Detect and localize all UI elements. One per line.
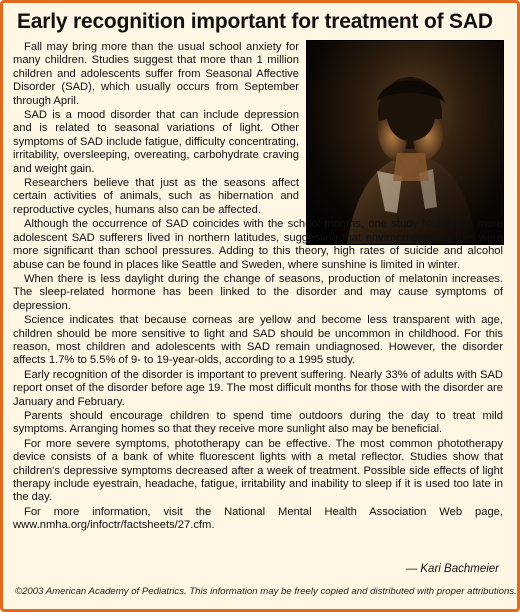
author-byline: — Kari Bachmeier [405,563,499,575]
paragraph-researchers: Researchers believe that just as the seasons affect certain activities of animals, such as hibernation and reproductive cycles, humans also can be affected. [13,177,299,216]
copyright-notice: ©2003 American Academy of Pediatrics. This information may be freely copied and distributed with proper attributions. [15,586,517,597]
article-body [13,41,503,534]
paragraph-daylight: When there is less daylight during the change of seasons, production of melatonin increases. The sleep-related hormone has been linked to the disorder and may cause symptoms of depression. [13,272,503,312]
article-headline: Early recognition important for treatment of SAD [17,10,493,33]
paragraph-phototherapy: For more severe symptoms, phototherapy can be effective. The most common phototherapy device consists of a bank of white fluorescent lights with a metal reflector. Studies show that children's depressive symptoms decreased after a week of treatment. Possible side effects of light therapy include eyestrain, headache, fatigue, irritability and inability to sleep if it is used too late in the day. [13,437,503,504]
paragraph-parents: Parents should encourage children to spend time outdoors during the day to treat mild symptoms. Arranging homes so that they receive more sunlight also may be beneficial. [13,409,503,436]
paragraph-definition: SAD is a mood disorder that can include depression and is related to seasonal variations of light. Other symptoms of SAD include fatigue, difficulty concentrating, irritability, oversleeping, overeating, carbohydrate craving and weight gain. [13,109,299,175]
paragraph-more-info: For more information, visit the National Mental Health Association Web page, www.nmha.org/infoctr/factsheets/27.cfm. [13,505,503,532]
paragraph-science: Science indicates that because corneas are yellow and become less transparent with age, children should be more sensitive to light and SAD should be uncommon in childhood. For this reason, most children and adolescents with SAD remain undiagnosed. However, the disorder affects 1.7% to 5.5% of 9- to 19-year-olds, according to a 1995 study. [13,314,503,367]
paragraph-intro: Fall may bring more than the usual school anxiety for many children. Studies suggest that more than 1 million children and adolescents suffer from Seasonal Affective Disorder (SAD), which usually occurs from September through April. [13,41,299,107]
paragraph-early-recognition: Early recognition of the disorder is important to prevent suffering. Nearly 33% of adults with SAD report onset of the disorder before age 19. The most difficult months for those with the disorder are January and February. [13,368,503,408]
paragraph-occurrence: Although the occurrence of SAD coincides with the school months, one study found that more adolescent SAD sufferers lived in northern latitudes, suggesting that environmental factors were more significant than school pressures. Adding to this theory, high rates of suicide and alcohol abuse can be found in places like Seattle and Sweden, where sunshine is limited in winter. [13,218,503,271]
